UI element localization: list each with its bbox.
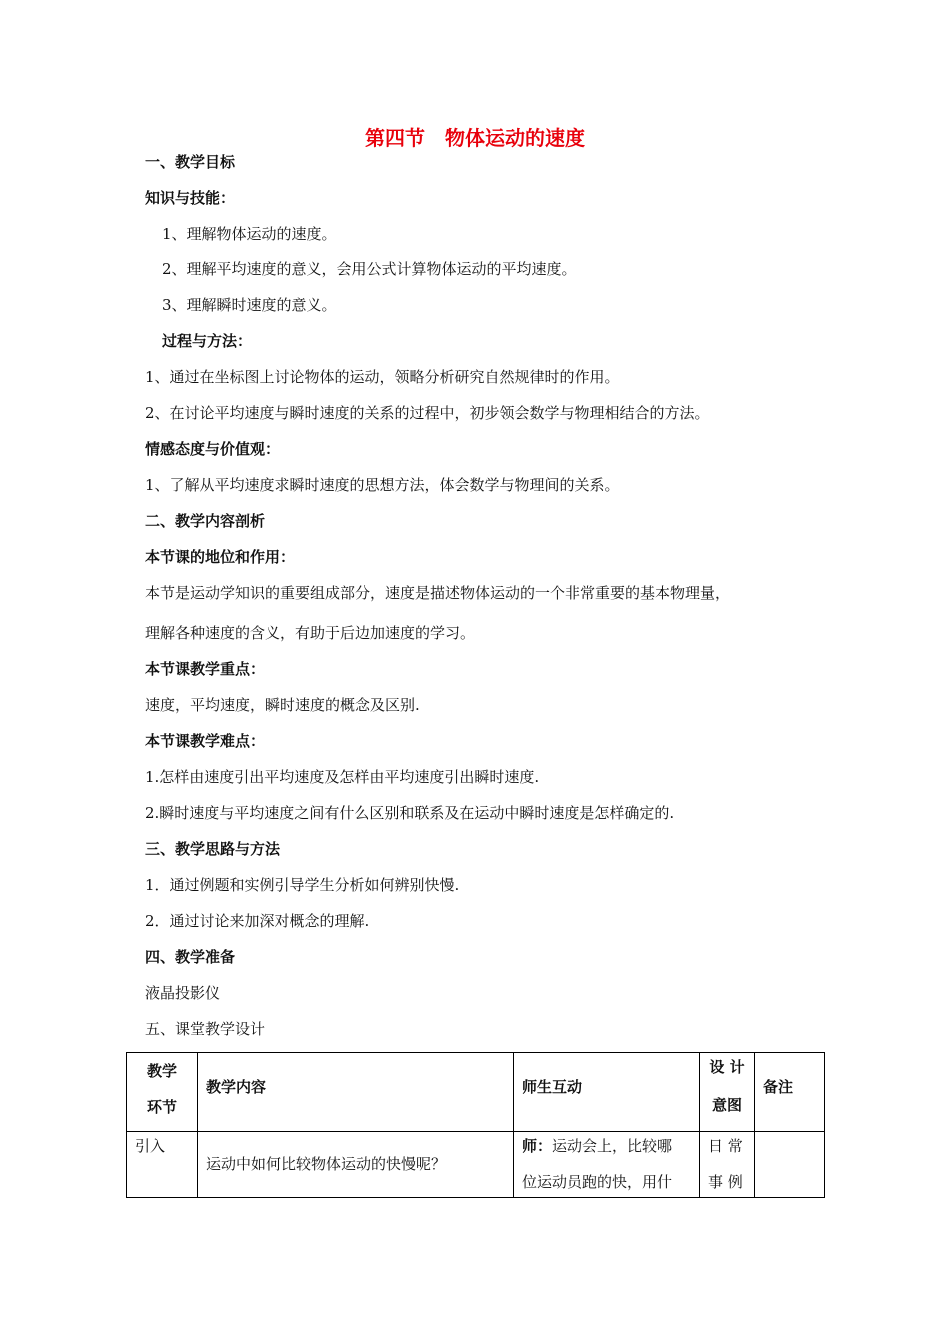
header-content: 教学内容 [198, 1053, 514, 1132]
subheading-emotion: 情感态度与价值观： [145, 440, 281, 458]
header-step-line2: 环节 [146, 1098, 177, 1116]
knowledge-item: 3、理解瞬时速度的意义。 [162, 296, 337, 314]
key-points-text: 速度，平均速度，瞬时速度的概念及区别. [145, 696, 420, 714]
header-interaction: 师生互动 [514, 1053, 700, 1132]
preparation-text: 液晶投影仪 [145, 984, 221, 1002]
header-intent-line1: 设 计 [709, 1058, 745, 1076]
emotion-item: 1、了解从平均速度求瞬时速度的思想方法，体会数学与物理间的关系。 [145, 476, 620, 494]
header-notes: 备注 [755, 1053, 825, 1132]
intent-line2: 事 例 [708, 1173, 743, 1191]
role-text-line: 理解各种速度的含义，有助于后边加速度的学习。 [145, 624, 476, 642]
subheading-process: 过程与方法： [162, 332, 253, 350]
process-item: 1、通过在坐标图上讨论物体的运动，领略分析研究自然规律时的作用。 [145, 368, 620, 386]
difficulty-item: 1.怎样由速度引出平均速度及怎样由平均速度引出瞬时速度. [145, 768, 540, 786]
section-heading-class-design: 五、课堂教学设计 [145, 1020, 266, 1038]
knowledge-item: 1、理解物体运动的速度。 [162, 225, 337, 243]
role-text-line: 本节是运动学知识的重要组成部分，速度是描述物体运动的一个非常重要的基本物理量， [145, 584, 731, 602]
header-step-line1: 教学 [146, 1062, 177, 1080]
difficulty-item: 2.瞬时速度与平均速度之间有什么区别和联系及在运动中瞬时速度是怎样确定的. [145, 804, 675, 822]
lesson-design-table [126, 1052, 825, 1198]
teacher-label: 师： [522, 1137, 553, 1155]
subheading-role: 本节课的地位和作用： [145, 548, 296, 566]
method-item: 1．通过例题和实例引导学生分析如何辨别快慢. [145, 876, 460, 894]
intent-line1: 日 常 [708, 1137, 743, 1155]
cell-interaction [514, 1132, 700, 1198]
method-item: 2．通过讨论来加深对概念的理解. [145, 912, 370, 930]
interaction-line2: 位运动员跑的快，用什 [522, 1173, 673, 1191]
header-intent-line2: 意图 [711, 1096, 742, 1114]
table-row [127, 1132, 825, 1198]
page-title: 第四节 物体运动的速度 [365, 126, 585, 150]
cell-step: 引入 [127, 1132, 198, 1198]
process-item: 2、在讨论平均速度与瞬时速度的关系的过程中，初步领会数学与物理相结合的方法。 [145, 404, 710, 422]
section-heading-methods: 三、教学思路与方法 [145, 840, 281, 858]
subheading-difficulties: 本节课教学难点： [145, 732, 266, 750]
knowledge-item: 2、理解平均速度的意义，会用公式计算物体运动的平均速度。 [162, 260, 577, 278]
interaction-line1: 运动会上，比较哪 [552, 1137, 673, 1155]
section-heading-objectives: 一、教学目标 [145, 153, 236, 171]
cell-content: 运动中如何比较物体运动的快慢呢？ [198, 1132, 514, 1198]
cell-intent [700, 1132, 755, 1198]
section-heading-preparation: 四、教学准备 [145, 948, 236, 966]
header-step [127, 1053, 198, 1132]
section-heading-content-analysis: 二、教学内容剖析 [145, 512, 266, 530]
header-intent [700, 1053, 755, 1132]
subheading-key-points: 本节课教学重点： [145, 660, 266, 678]
subheading-knowledge: 知识与技能： [145, 189, 236, 207]
cell-notes [755, 1132, 825, 1198]
